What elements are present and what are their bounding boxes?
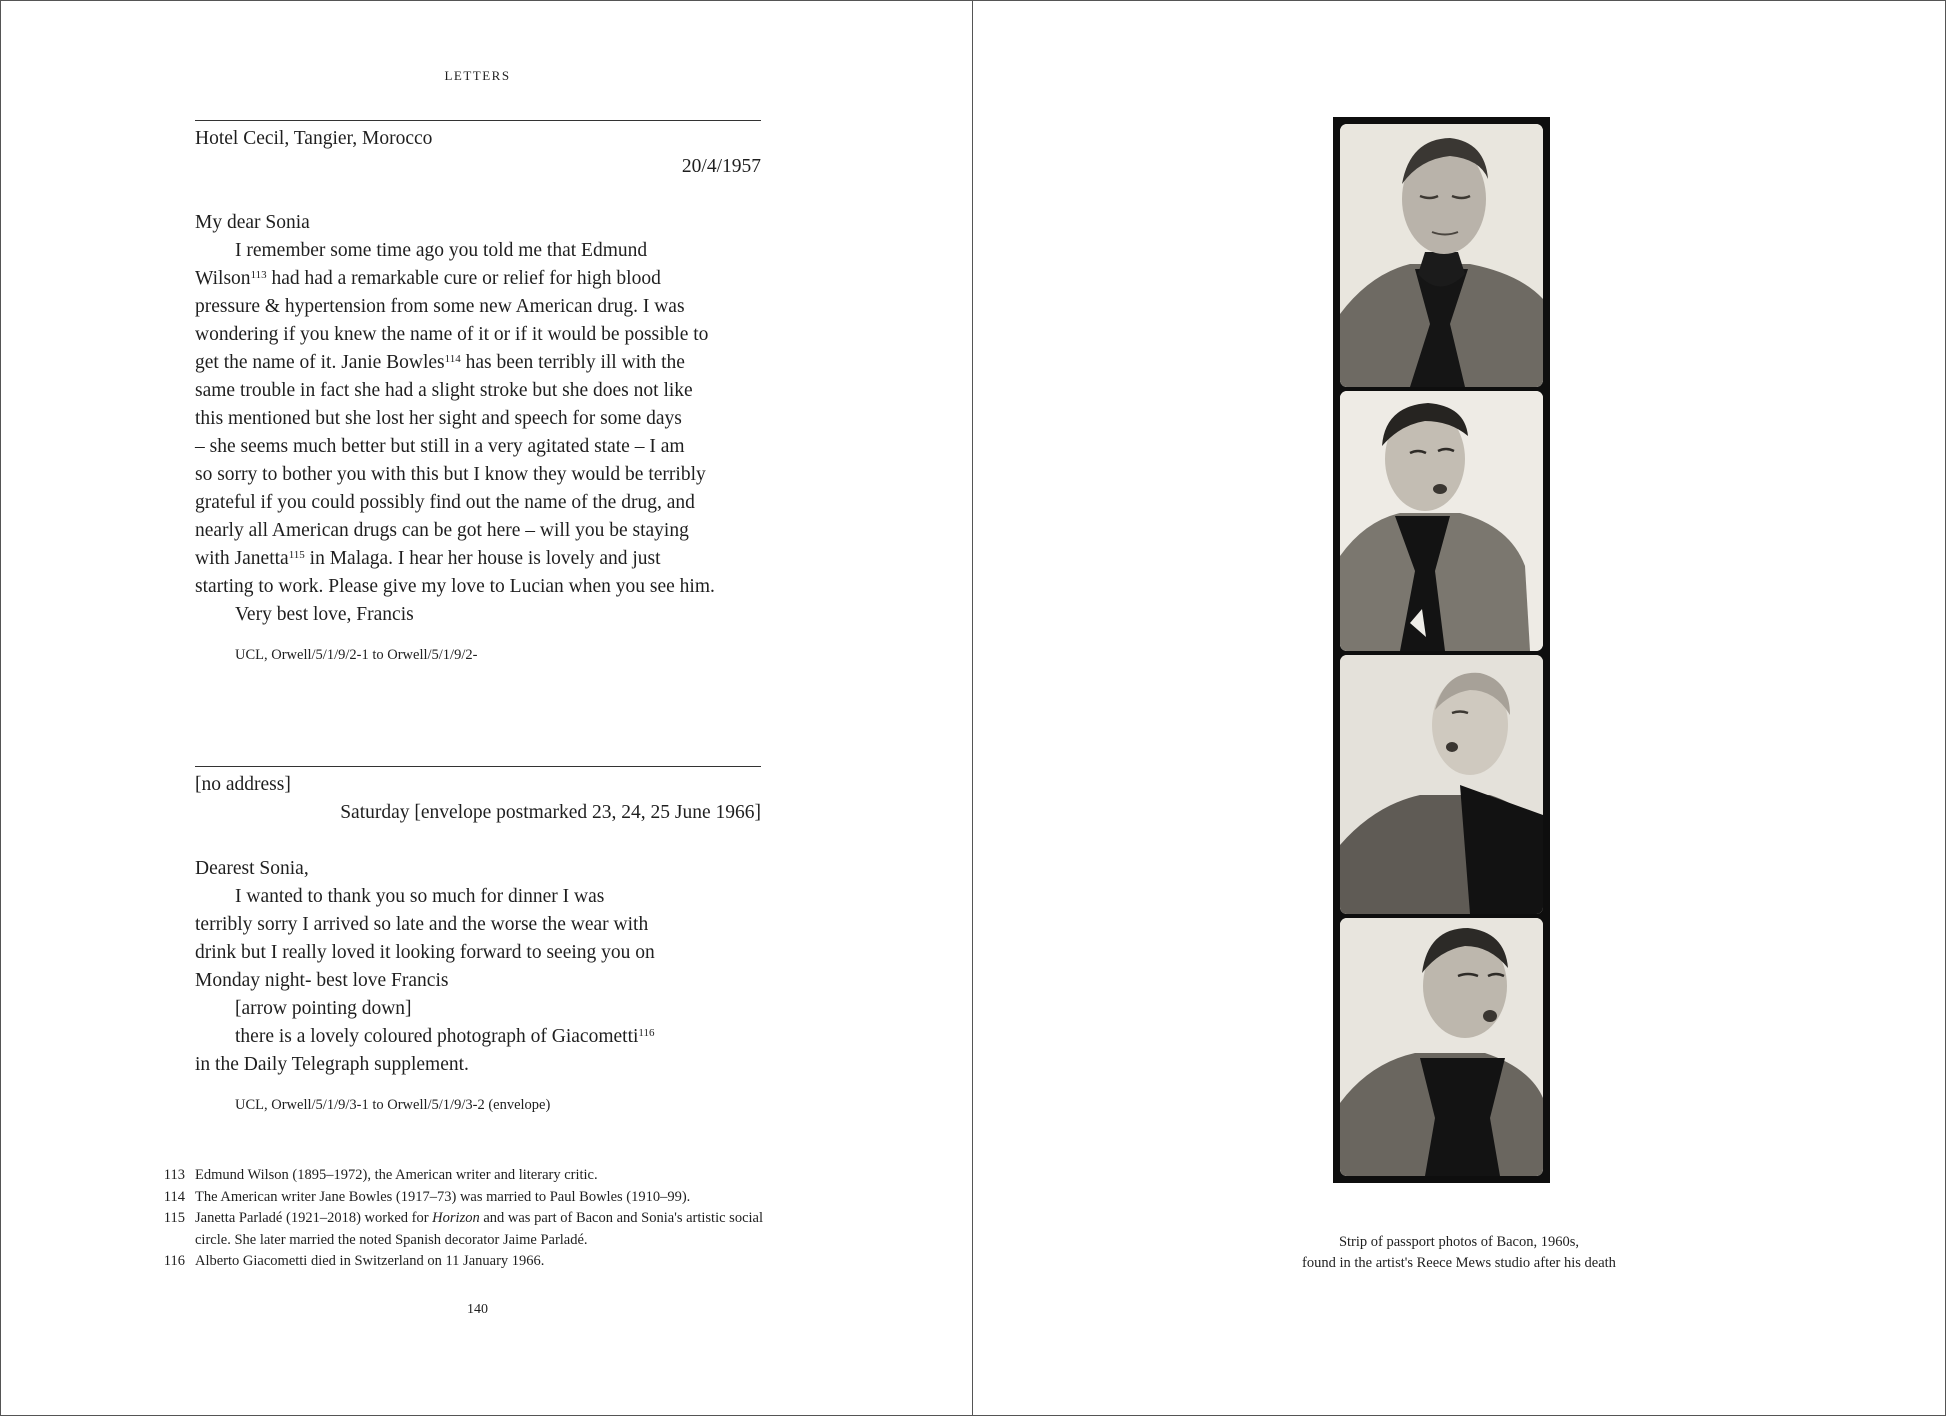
letter-line-text: I remember some time ago you told me that Edmund <box>235 240 648 261</box>
letter-line <box>195 377 761 405</box>
letter-line <box>195 1023 761 1051</box>
letter-line-text: [arrow pointing down] <box>235 998 412 1019</box>
letter-line <box>195 601 761 629</box>
photo-caption <box>973 1232 1945 1274</box>
footnote <box>155 1187 775 1209</box>
letter-line-text: wondering if you knew the name of it or if it would be possible to <box>195 324 709 345</box>
letter-line <box>195 995 761 1023</box>
letter-line <box>195 489 761 517</box>
letter-body <box>195 883 761 1079</box>
footnote-number: 116 <box>163 1253 185 1269</box>
letter-line-text: so sorry to bother you with this but I know they would be terribly <box>195 464 706 485</box>
letter-line <box>195 349 761 377</box>
footnote-text: Edmund Wilson (1895–1972), the American writer and literary critic. <box>195 1167 598 1183</box>
photo-frame-3 <box>1340 655 1543 914</box>
letter-body <box>195 237 761 629</box>
letter-line <box>195 1051 761 1079</box>
letter-line <box>195 433 761 461</box>
photo-frame-1 <box>1340 124 1543 387</box>
letter-source: UCL, Orwell/5/1/9/3-1 to Orwell/5/1/9/3-2 (envelope) <box>235 1097 551 1113</box>
letter-rule <box>195 120 761 121</box>
footnote-text: The American writer Jane Bowles (1917–73) was married to Paul Bowles (1910–99). <box>195 1188 691 1205</box>
letter-line-text: in the Daily Telegraph supplement. <box>195 1054 469 1075</box>
footnote-text-part: Janetta Parladé (1921–2018) worked for <box>195 1210 433 1226</box>
footnote-number: 114 <box>163 1188 185 1205</box>
caption-line: Strip of passport photos of Bacon, 1960s, <box>1338 1234 1580 1250</box>
letter-2 <box>195 766 761 1115</box>
letter-line-text: had had a remarkable cure or relief for high blood <box>266 268 661 289</box>
letter-line-text: I wanted to thank you so much for dinner I was <box>235 886 605 907</box>
photo-frame-4 <box>1340 918 1543 1176</box>
footnote <box>155 1251 775 1273</box>
footnote-italic-title: Horizon <box>432 1210 480 1226</box>
footnote-text <box>195 1210 763 1248</box>
letter-line-text: with Janetta <box>195 548 289 569</box>
footnote-text-part: and was part of Bacon and Sonia's artistic social circle. She later married the noted Spanish decorator Jaime Parladé. <box>195 1210 763 1248</box>
footnote-text: Alberto Giacometti died in Switzerland on 11 January 1966. <box>195 1253 545 1269</box>
photo-frame-2 <box>1340 391 1543 651</box>
letter-line <box>195 265 761 293</box>
letter-date: Saturday [envelope postmarked 23, 24, 25 June 1966] <box>340 802 761 823</box>
letter-source: UCL, Orwell/5/1/9/2-1 to Orwell/5/1/9/2- <box>235 647 478 663</box>
letter-line-text: there is a lovely coloured photograph of Giacometti <box>235 1026 639 1047</box>
letter-line-text: nearly all American drugs can be got here – will you be staying <box>195 520 689 541</box>
caption-line: found in the artist's Reece Mews studio after his death <box>1302 1255 1616 1271</box>
letter-line-text: get the name of it. Janie Bowles <box>195 352 445 373</box>
letter-line-text: Monday night- best love Francis <box>195 970 449 991</box>
letter-line <box>195 405 761 433</box>
footnotes <box>155 1165 775 1273</box>
letter-line-text: same trouble in fact she had a slight stroke but she does not like <box>195 380 693 401</box>
footnote-number: 115 <box>163 1210 185 1226</box>
letter-line <box>195 461 761 489</box>
letter-line-text: – she seems much better but still in a very agitated state – I am <box>195 436 685 457</box>
footnote-number: 113 <box>163 1167 185 1183</box>
page-number: 140 <box>467 1302 488 1317</box>
letter-line-text: has been terribly ill with the <box>460 352 685 373</box>
letter-rule <box>195 766 761 767</box>
footnote-ref: 114 <box>444 353 461 365</box>
right-page <box>973 0 1945 1416</box>
letter-line-text: Very best love, Francis <box>235 604 414 625</box>
letter-line <box>195 545 761 573</box>
running-head: LETTERS <box>444 68 511 83</box>
letter-address: Hotel Cecil, Tangier, Morocco <box>195 128 433 149</box>
letter-line <box>195 293 761 321</box>
footnote-ref: 115 <box>288 549 305 561</box>
letter-line-text: grateful if you could possibly find out the name of the drug, and <box>195 492 695 513</box>
letter-line-text: in Malaga. I hear her house is lovely and just <box>304 548 661 569</box>
passport-photo-strip <box>1333 117 1550 1183</box>
letter-line-text: terribly sorry I arrived so late and the worse the wear with <box>195 914 649 935</box>
letter-line-text: starting to work. Please give my love to Lucian when you see him. <box>195 576 715 597</box>
letter-line <box>195 517 761 545</box>
letter-line <box>195 321 761 349</box>
footnote-ref: 113 <box>250 269 267 281</box>
letter-1 <box>195 120 761 665</box>
letter-date: 20/4/1957 <box>681 156 761 177</box>
footnote-ref: 116 <box>638 1027 655 1039</box>
letter-line <box>195 911 761 939</box>
letter-line-text: Wilson <box>195 268 251 289</box>
letter-line <box>195 237 761 265</box>
letter-salutation: Dearest Sonia, <box>195 858 309 879</box>
letter-salutation: My dear Sonia <box>195 212 310 233</box>
letter-line <box>195 573 761 601</box>
footnote <box>155 1208 775 1251</box>
letter-line-text: drink but I really loved it looking forward to seeing you on <box>195 942 655 963</box>
letter-line <box>195 967 761 995</box>
letter-address: [no address] <box>195 774 291 795</box>
footnote <box>155 1165 775 1187</box>
letter-line-text: this mentioned but she lost her sight and speech for some days <box>195 408 682 429</box>
letter-line <box>195 883 761 911</box>
left-page <box>0 0 972 1416</box>
letter-line <box>195 939 761 967</box>
letter-line-text: pressure & hypertension from some new American drug. I was <box>195 296 685 317</box>
